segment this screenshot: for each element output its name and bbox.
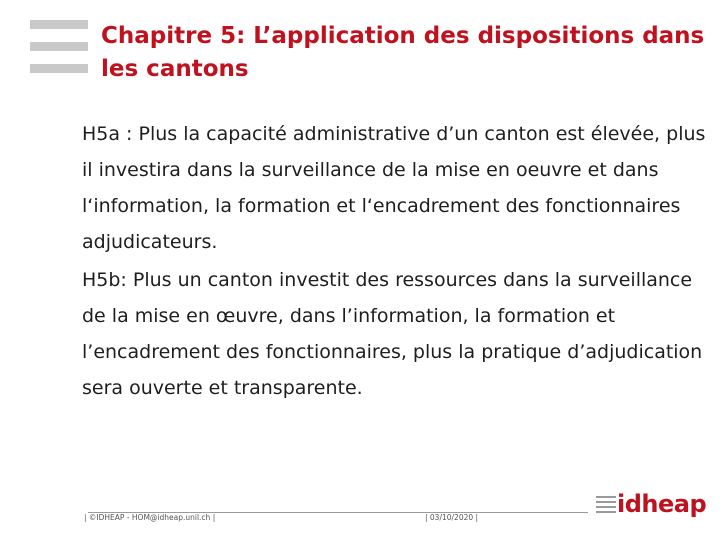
footer-date: | 03/10/2020 | bbox=[425, 513, 479, 522]
hypothesis-h5b: H5b: Plus un canton investit des ressources dans la surveillance de la mise en œuvre, dans l’information, la formation et l’encadrement des fonctionnaires, plus la pratique d’adjudication sera ouverte et transparente. bbox=[82, 269, 703, 399]
logo-lines-icon bbox=[596, 496, 616, 516]
decorative-bar bbox=[30, 64, 88, 73]
decorative-bar bbox=[30, 20, 88, 29]
decorative-bar bbox=[30, 42, 88, 51]
decorative-bars bbox=[30, 20, 88, 86]
footer-copyright: | ©IDHEAP - HOM@idheap.unil.ch | bbox=[84, 513, 216, 522]
slide-title: Chapitre 5: L’application des dispositions dans les cantons bbox=[101, 23, 705, 82]
hypothesis-h5a: H5a : Plus la capacité administrative d’un canton est élevée, plus il investira dans la surveillance de la mise en oeuvre et dans l‘information, la formation et l‘encadrement des fonctionnaires adjudicateurs. bbox=[82, 123, 706, 253]
logo-wordmark: idheap bbox=[617, 490, 707, 518]
slide-body bbox=[82, 116, 712, 408]
